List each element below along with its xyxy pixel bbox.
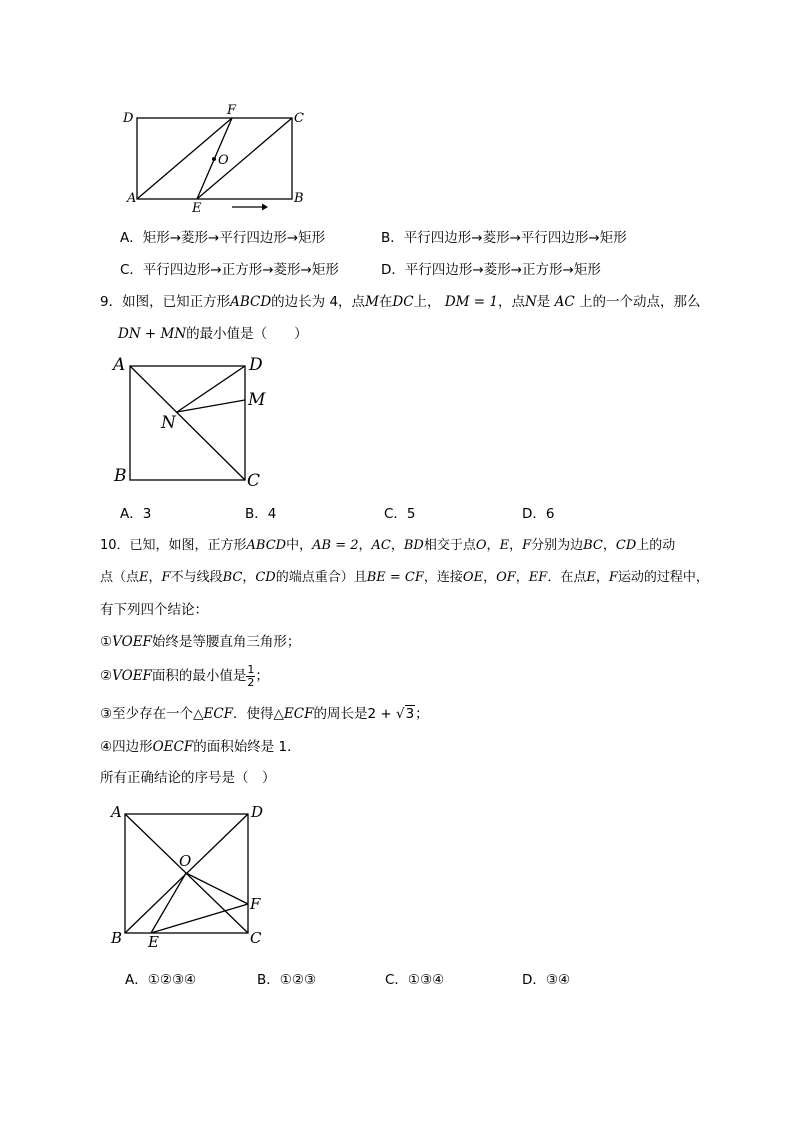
q10-math: BC	[222, 570, 243, 585]
q10-math: AB = 2	[312, 538, 359, 553]
q10-math: OE	[462, 570, 484, 585]
q10-text: ，	[486, 538, 500, 553]
q10-option-b: B．①②③	[257, 972, 317, 988]
fig8-label-e: E	[192, 201, 202, 216]
q8-option-b: B．平行四边形→菱形→平行四边形→矩形	[381, 230, 627, 246]
motion-arrow-head	[262, 204, 268, 211]
fig10-label-d: D	[251, 803, 264, 821]
q10-math: △ECF	[193, 706, 234, 722]
q9-text: 上，	[413, 294, 441, 310]
q8-option-a: A．矩形→菱形→平行四边形→矩形	[120, 230, 326, 246]
q10-text: 点（点	[100, 570, 140, 585]
q10-text: ，	[242, 570, 256, 585]
q10-math: 2 +	[367, 706, 396, 722]
q10-math: VOEF	[112, 634, 152, 650]
q10-text: ．在点	[547, 570, 587, 585]
q10-conclusion-1	[100, 633, 300, 651]
q10-stem-line2	[100, 569, 709, 587]
fig9-label-d: D	[249, 355, 263, 375]
q10-conclusion-4	[100, 738, 301, 756]
q10-text: ；	[255, 668, 269, 684]
fraction-numerator: 1	[247, 662, 255, 676]
q10-text: 不与线段	[170, 570, 223, 585]
q10-text: 相交于点	[423, 538, 476, 553]
q10-text: ，	[509, 538, 523, 553]
q10-math: F	[161, 570, 171, 585]
q10-math: E	[139, 570, 149, 585]
sqrt-sign: √	[395, 706, 405, 722]
point-o-dot	[212, 157, 216, 161]
q10-text: 10．已知，如图，正方形	[100, 538, 247, 553]
q10-math: BC	[583, 538, 603, 553]
figure-q8	[137, 118, 292, 211]
q10-text: 分别为边	[531, 538, 584, 553]
fig8-label-d: D	[123, 111, 134, 126]
q9-option-a: A．3	[120, 506, 152, 522]
q9-stem-line1	[100, 293, 700, 311]
q10-text: 始终是等腰直角三角形；	[151, 634, 301, 650]
q9-option-b: B．4	[245, 506, 277, 522]
q10-math: AC	[371, 538, 391, 553]
q10-text: 的端点重合）且	[275, 570, 367, 585]
fig10-label-e: E	[148, 933, 159, 951]
q10-text: ．使得	[233, 706, 274, 722]
q10-math: E	[499, 538, 510, 553]
q9-math: N	[524, 294, 537, 310]
fig10-label-b: B	[111, 929, 123, 947]
segment-of	[186, 873, 248, 904]
fraction-denominator: 2	[247, 675, 255, 689]
q10-text: 中，	[286, 538, 313, 553]
fig8-label-c: C	[294, 111, 304, 126]
q9-stem-line2	[118, 325, 308, 343]
q10-math: E	[586, 570, 596, 585]
q10-option-c: C．①③④	[385, 972, 445, 988]
fig9-label-a: A	[113, 355, 126, 375]
q8-option-d: D．平行四边形→菱形→正方形→矩形	[381, 262, 601, 278]
q10-text: 面积的最小值是	[151, 668, 247, 684]
q10-math: VOEF	[112, 668, 152, 684]
q10-text: 的周长是	[313, 706, 368, 722]
q10-text: ，	[602, 538, 616, 553]
circled-number: ②	[100, 668, 113, 684]
q10-math: BD	[403, 538, 424, 553]
q10-text: ，	[595, 570, 609, 585]
fig10-label-o: O	[179, 852, 192, 870]
q10-text: ，	[483, 570, 497, 585]
circled-number: ①	[100, 634, 113, 650]
q9-math: DN + MN	[118, 326, 187, 342]
sqrt-radicand: 3	[405, 706, 415, 722]
q10-math: F	[608, 570, 618, 585]
fig8-label-a: A	[127, 191, 137, 206]
q10-text: ④四边形	[100, 739, 153, 755]
fig9-label-b: B	[114, 466, 127, 486]
q10-math: CD	[615, 538, 637, 553]
q10-math: CD	[255, 570, 276, 585]
q10-text: ，连接	[423, 570, 463, 585]
diagonal-ac	[130, 366, 245, 480]
segment-nd	[177, 366, 245, 412]
q9-text: 9．如图，已知正方形	[100, 294, 231, 310]
q9-math: DM = 1	[444, 294, 498, 310]
q10-conclusion-3	[100, 705, 429, 723]
q10-text: 运动的过程中，	[617, 570, 709, 585]
q9-option-c: C．5	[384, 506, 416, 522]
q9-text: ，点	[497, 294, 525, 310]
figure-q10	[125, 814, 248, 933]
fig10-label-a: A	[111, 803, 122, 821]
q9-math: DC	[392, 294, 414, 310]
q10-math: OF	[496, 570, 516, 585]
segment-ec	[197, 118, 292, 199]
q10-text: 上的动	[636, 538, 676, 553]
q9-text: 在	[378, 294, 393, 310]
q9-math: M	[365, 294, 379, 310]
q10-text: ，	[148, 570, 162, 585]
fig8-label-b: B	[294, 191, 304, 206]
q10-option-d: D．③④	[522, 972, 571, 988]
fig9-label-m: M	[248, 390, 266, 410]
q9-option-d: D．6	[522, 506, 555, 522]
q10-math: OECF	[152, 739, 194, 755]
figure-q9	[130, 366, 245, 480]
q10-math: BE = CF	[366, 570, 424, 585]
q10-text: ，	[358, 538, 372, 553]
q10-math: F	[522, 538, 532, 553]
fig9-label-c: C	[247, 471, 261, 491]
q10-option-a: A．①②③④	[125, 972, 197, 988]
q10-math: △ECF	[273, 706, 314, 722]
q10-math: EF	[528, 570, 548, 585]
q9-text: 的边长为 4，点	[271, 294, 366, 310]
q10-math: O	[475, 538, 487, 553]
q10-stem-line3: 有下列四个结论：	[100, 602, 208, 618]
q8-option-c: C．平行四边形→正方形→菱形→矩形	[120, 262, 339, 278]
q10-text: ③至少存在一个	[100, 706, 194, 722]
q10-math: ABCD	[246, 538, 287, 553]
q10-stem-line1	[100, 537, 675, 555]
fig8-label-f: F	[227, 103, 237, 118]
q9-text: 上的一个动点，那么	[578, 294, 701, 310]
q9-text: 是	[536, 294, 551, 310]
q9-math: AC	[554, 294, 575, 310]
q10-question: 所有正确结论的序号是（ ）	[100, 770, 276, 786]
q9-math: ABCD	[230, 294, 272, 310]
fig10-label-f: F	[250, 895, 261, 913]
fig9-label-n: N	[161, 413, 176, 433]
fig8-label-o: O	[218, 153, 229, 168]
fig10-label-c: C	[250, 929, 262, 947]
segment-nm	[177, 400, 245, 412]
q10-conclusion-2	[100, 663, 269, 689]
q10-text: 的面积始终是 1．	[193, 739, 301, 755]
q10-text: ，	[515, 570, 529, 585]
q10-text: ；	[415, 706, 429, 722]
q9-text: 的最小值是（ ）	[186, 326, 308, 342]
q10-text: ，	[390, 538, 404, 553]
